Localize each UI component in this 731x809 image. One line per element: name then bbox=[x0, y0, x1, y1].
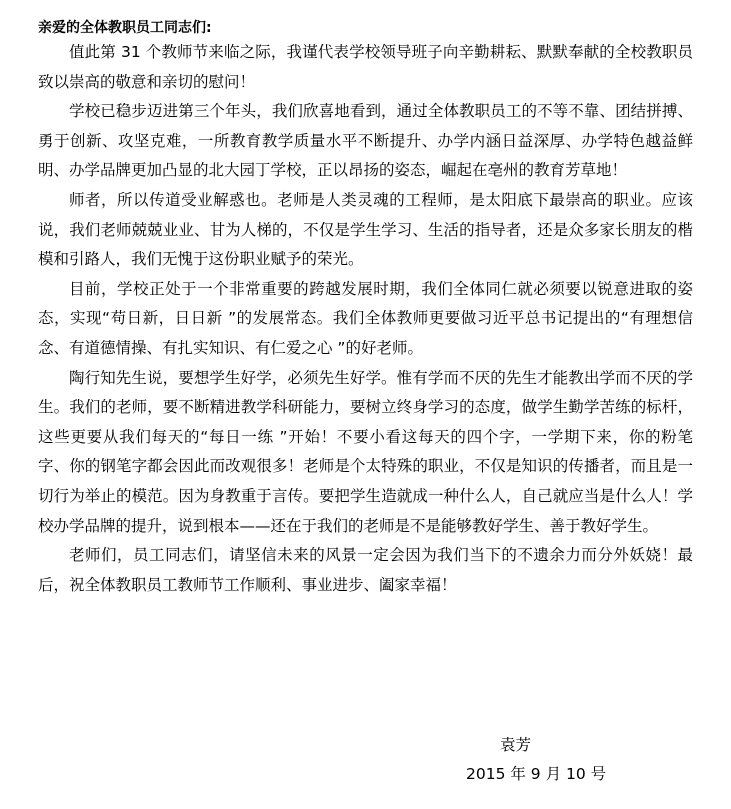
paragraph-school-progress: 学校已稳步迈进第三个年头，我们欣喜地看到，通过全体教职员工的不等不靠、团结拼搏、勇于创新、攻坚克难，一所教育教学质量水平不断提升、办学内涵日益深厚、办学特色越益鲜明、办学品牌更加凸显的北大园丁学校，正以昂扬的姿态，崛起在亳州的教育芳草地！ bbox=[38, 102, 693, 180]
letter-signature: 袁芳 bbox=[500, 736, 532, 754]
paragraph-teacher-role: 师者，所以传道受业解惑也。老师是人类灵魂的工程师，是太阳底下最崇高的职业。应该说，我们老师兢兢业业、甘为人梯的，不仅是学生学习、生活的指导者，还是众多家长朋友的楷模和引路人，我们无愧于这份职业赋予的荣光。 bbox=[38, 190, 693, 269]
letter-body bbox=[38, 38, 693, 600]
letter-date: 2015 年 9 月 10 号 bbox=[466, 765, 607, 783]
paragraph-development: 目前，学校正处于一个非常重要的跨越发展时期，我们全体同仁就必须要以锐意进取的姿态，实现“苟日新，日日新 ”的发展常态。我们全体教师更要做习近平总书记提出的“有理想信念、有道德情操、有扎实知识、有仁爱之心 ”的好老师。 bbox=[38, 279, 693, 357]
paragraph-closing: 老师们，员工同志们，请坚信未来的风景一定会因为我们当下的不遗余力而分外妖娆！最后，祝全体教职员工教师节工作顺利、事业进步、阖家幸福！ bbox=[38, 546, 693, 594]
letter-salutation: 亲爱的全体教职员工同志们: bbox=[38, 20, 212, 36]
paragraph-learning: 陶行知先生说，要想学生好学，必须先生好学。惟有学而不厌的先生才能教出学而不厌的学生。我们的老师，要不断精进教学科研能力，要树立终身学习的态度，做学生勤学苦练的标杆，这些更要从我们每天的“每日一练 ”开始！不要小看这每天的四个字，一学期下来，你的粉笔字、你的钢笔字都会因此而改观很多！老师是个太特殊的职业，不仅是知识的传播者，而且是一切行为举止的模范。因为身教重于言传。要把学生造就成一种什么人，自己就应当是什么人！学校办学品牌的提升，说到根本——还在于我们的老师是不是能够教好学生、善于教好学生。 bbox=[38, 368, 693, 535]
paragraph-greeting: 值此第 31 个教师节来临之际，我谨代表学校领导班子向辛勤耕耘、默默奉献的全校教职员致以崇高的敬意和亲切的慰问！ bbox=[38, 43, 693, 91]
